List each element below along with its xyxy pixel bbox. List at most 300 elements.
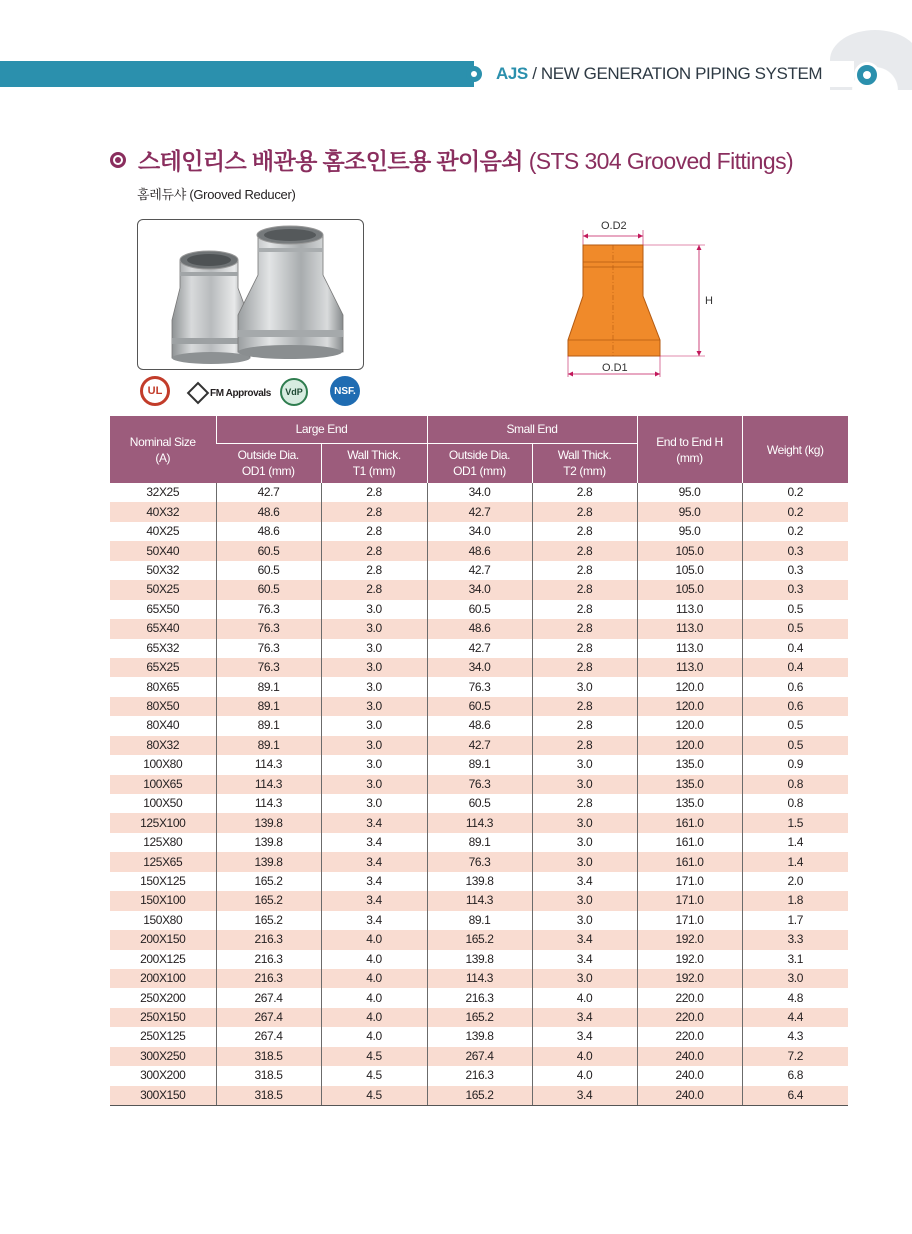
cell-od1: 114.3 [216,775,321,794]
cell-weight: 1.8 [742,891,848,910]
cell-weight: 3.3 [742,930,848,949]
cell-t1: 4.0 [321,969,427,988]
table-row [110,1047,848,1066]
header-od1: Outside Dia. OD1 (mm) [216,443,321,483]
cell-nominal-size: 65X25 [110,658,216,677]
cell-od1: 76.3 [216,639,321,658]
cell-weight: 6.8 [742,1066,848,1085]
cell-weight: 0.3 [742,580,848,599]
cell-end-to-end: 161.0 [637,833,742,852]
cell-od1: 114.3 [216,755,321,774]
cell-t1: 4.0 [321,930,427,949]
cell-od1: 139.8 [216,833,321,852]
cell-end-to-end: 161.0 [637,813,742,832]
cell-weight: 1.4 [742,852,848,871]
cell-weight: 2.0 [742,872,848,891]
cell-t2: 3.0 [532,891,637,910]
cell-end-to-end: 171.0 [637,872,742,891]
cell-t2: 4.0 [532,1066,637,1085]
cell-end-to-end: 95.0 [637,483,742,502]
h-arrow-top [697,245,702,250]
cell-weight: 3.1 [742,950,848,969]
cell-od2: 34.0 [427,658,532,677]
table-row [110,619,848,638]
cell-t1: 4.0 [321,1008,427,1027]
cell-end-to-end: 171.0 [637,911,742,930]
cell-t2: 2.8 [532,483,637,502]
cell-t2: 3.0 [532,813,637,832]
cell-t1: 3.4 [321,813,427,832]
cell-end-to-end: 161.0 [637,852,742,871]
cell-t1: 3.0 [321,658,427,677]
od1-arrow-left [568,372,573,377]
cell-od2: 89.1 [427,755,532,774]
cell-end-to-end: 120.0 [637,716,742,735]
cell-t1: 4.5 [321,1086,427,1106]
cell-t2: 2.8 [532,639,637,658]
cell-end-to-end: 95.0 [637,522,742,541]
cell-end-to-end: 192.0 [637,950,742,969]
cell-od1: 60.5 [216,541,321,560]
cell-nominal-size: 300X200 [140,1068,186,1083]
cell-od1: 89.1 [216,677,321,696]
cell-od2: 165.2 [427,1086,532,1106]
cell-end-to-end: 105.0 [637,580,742,599]
cell-end-to-end: 135.0 [637,794,742,813]
cell-od2: 89.1 [427,911,532,930]
cell-end-to-end: 240.0 [637,1086,742,1106]
cell-t1: 3.0 [321,794,427,813]
cell-t2: 4.0 [532,988,637,1007]
cell-nominal-size: 50X32 [146,562,180,577]
cell-t2: 3.0 [532,755,637,774]
table-row [110,988,848,1007]
cell-od2: 76.3 [427,852,532,871]
cell-weight: 4.3 [742,1027,848,1046]
cell-t1: 4.0 [321,950,427,969]
cell-t2: 2.8 [532,541,637,560]
cell-nominal-size: 150X80 [143,912,183,927]
cell-od1: 267.4 [216,988,321,1007]
cell-weight: 0.8 [742,775,848,794]
cell-od2: 165.2 [427,1008,532,1027]
cell-od2: 48.6 [427,541,532,560]
cell-t2: 2.8 [532,619,637,638]
cell-nominal-size: 40X32 [110,502,216,521]
cell-od2: 34.0 [427,522,532,541]
cell-t1: 3.0 [321,600,427,619]
table-row [110,1066,848,1085]
table-row [110,561,848,580]
table-row [110,541,848,560]
cell-od1: 139.8 [216,813,321,832]
cell-end-to-end: 105.0 [637,541,742,560]
cell-weight: 3.0 [742,969,848,988]
table-row [110,1008,848,1027]
fm-diamond-icon [187,382,210,405]
cell-nominal-size: 65X50 [146,601,180,616]
cell-end-to-end: 192.0 [637,930,742,949]
cell-od2: 139.8 [427,950,532,969]
cell-od1: 216.3 [216,950,321,969]
cell-od1: 216.3 [216,969,321,988]
cell-t1: 3.0 [321,697,427,716]
cell-weight: 0.5 [742,619,848,638]
cell-end-to-end: 113.0 [637,619,742,638]
cell-od2: 114.3 [427,969,532,988]
cell-end-to-end: 220.0 [637,1027,742,1046]
cell-nominal-size: 125X65 [110,852,216,871]
table-row [110,639,848,658]
cell-t1: 3.0 [321,775,427,794]
cell-end-to-end: 220.0 [637,1008,742,1027]
cell-t1: 3.0 [321,736,427,755]
od2-arrow-left [583,234,588,239]
reducer-spec-table [110,416,848,1106]
table-row [110,755,848,774]
cell-t1: 4.0 [321,1027,427,1046]
title-korean: 스테인리스 배관용 홈조인트용 관이음쇠 [138,148,523,174]
cell-t2: 2.8 [532,522,637,541]
od1-arrow-right [655,372,660,377]
cell-od1: 60.5 [216,580,321,599]
table-row [110,872,848,891]
table-row [110,1086,848,1106]
cell-weight: 0.2 [742,502,848,521]
table-row [110,891,848,910]
cell-t2: 3.0 [532,911,637,930]
cell-nominal-size: 80X40 [146,718,180,733]
cell-t1: 3.0 [321,677,427,696]
cell-t2: 3.0 [532,775,637,794]
cell-t1: 2.8 [321,502,427,521]
cell-t1: 3.0 [321,716,427,735]
table-row [110,969,848,988]
cell-weight: 4.8 [742,988,848,1007]
cell-end-to-end: 120.0 [637,697,742,716]
cell-weight: 1.7 [742,911,848,930]
cell-od1: 76.3 [216,600,321,619]
table-row [110,1027,848,1046]
cell-nominal-size: 80X65 [146,679,180,694]
cell-nominal-size: 125X100 [110,813,216,832]
cell-nominal-size: 125X80 [143,835,183,850]
od1-label: O.D1 [602,362,628,374]
cell-od1: 267.4 [216,1008,321,1027]
cell-od1: 60.5 [216,561,321,580]
cell-t2: 3.4 [532,872,637,891]
cell-od2: 48.6 [427,619,532,638]
cell-end-to-end: 220.0 [637,988,742,1007]
cell-od1: 89.1 [216,736,321,755]
header-large-end: Large End [216,416,427,443]
table-row [110,813,848,832]
ul-logo-text: UL [147,385,163,397]
cell-od2: 89.1 [427,833,532,852]
cell-t1: 4.0 [321,988,427,1007]
cell-weight: 1.4 [742,833,848,852]
cell-nominal-size: 50X25 [110,580,216,599]
cell-nominal-size: 80X32 [110,736,216,755]
table-body [110,483,848,1105]
cell-nominal-size: 100X65 [110,775,216,794]
cell-end-to-end: 240.0 [637,1066,742,1085]
cell-t1: 3.0 [321,619,427,638]
table-row [110,697,848,716]
cell-od2: 76.3 [427,775,532,794]
cell-nominal-size: 300X150 [110,1086,216,1106]
cell-od2: 139.8 [427,1027,532,1046]
cell-t1: 2.8 [321,483,427,502]
cell-weight: 7.2 [742,1047,848,1066]
header-od2: Outside Dia. OD1 (mm) [427,443,532,483]
table-row [110,911,848,930]
cell-od2: 60.5 [427,600,532,619]
cell-t2: 2.8 [532,561,637,580]
table-header [110,416,848,483]
table-row [110,677,848,696]
cell-od2: 42.7 [427,639,532,658]
cell-t1: 4.5 [321,1047,427,1066]
table-row [110,950,848,969]
cell-end-to-end: 95.0 [637,502,742,521]
cell-od2: 76.3 [427,677,532,696]
cell-weight: 0.2 [742,522,848,541]
cell-od1: 48.6 [216,502,321,521]
cell-nominal-size: 250X200 [140,990,186,1005]
cell-t2: 2.8 [532,697,637,716]
page-title [110,143,793,176]
cell-nominal-size: 50X40 [110,541,216,560]
cell-od2: 42.7 [427,736,532,755]
brand-tagline: / NEW GENERATION PIPING SYSTEM [532,64,823,83]
cell-od1: 76.3 [216,658,321,677]
table-row [110,852,848,871]
nsf-logo [330,376,360,406]
cell-nominal-size: 200X125 [140,951,186,966]
reducer-photo-image [138,220,364,370]
cell-nominal-size: 150X125 [140,873,186,888]
cell-nominal-size: 250X125 [140,1029,186,1044]
header-nominal-size: Nominal Size (A) [110,416,216,483]
cell-end-to-end: 113.0 [637,658,742,677]
cell-od1: 318.5 [216,1066,321,1085]
cell-end-to-end: 113.0 [637,600,742,619]
cell-t2: 4.0 [532,1047,637,1066]
cell-od1: 318.5 [216,1047,321,1066]
cell-od1: 267.4 [216,1027,321,1046]
table-row [110,775,848,794]
header-t2: Wall Thick. T2 (mm) [532,443,637,483]
cell-nominal-size: 250X150 [110,1008,216,1027]
cell-t2: 2.8 [532,502,637,521]
title-text [138,143,793,176]
cell-weight: 0.6 [742,677,848,696]
corner-bullet-icon [854,62,880,88]
cell-nominal-size: 40X25 [146,524,180,539]
fm-logo-text: FM Approvals [210,387,271,399]
cell-end-to-end: 135.0 [637,775,742,794]
cell-t1: 2.8 [321,580,427,599]
cell-od2: 216.3 [427,988,532,1007]
cell-weight: 0.9 [742,755,848,774]
cell-t1: 4.5 [321,1066,427,1085]
cell-od1: 165.2 [216,891,321,910]
cell-nominal-size: 65X32 [146,640,180,655]
table-row [110,794,848,813]
reducer-dimension-diagram [560,214,740,384]
title-bullet-icon [110,152,126,168]
table-row [110,736,848,755]
cell-weight: 6.4 [742,1086,848,1106]
cell-od1: 216.3 [216,930,321,949]
cell-od1: 48.6 [216,522,321,541]
table-row [110,502,848,521]
cell-weight: 0.5 [742,600,848,619]
header-weight: Weight (kg) [742,416,848,483]
cell-t2: 2.8 [532,658,637,677]
product-subtitle: 홈레듀샤 (Grooved Reducer) [137,187,296,202]
cell-t1: 2.8 [321,541,427,560]
cell-weight: 0.3 [742,561,848,580]
cell-t2: 3.4 [532,1008,637,1027]
cell-od1: 318.5 [216,1086,321,1106]
cell-nominal-size: 100X80 [143,757,183,772]
od2-arrow-right [638,234,643,239]
vdp-logo-text: VdP [285,387,303,397]
cell-t2: 2.8 [532,580,637,599]
ul-logo [140,376,170,406]
cell-od2: 114.3 [427,813,532,832]
cell-weight: 4.4 [742,1008,848,1027]
cell-od2: 165.2 [427,930,532,949]
cell-t2: 3.4 [532,1086,637,1106]
cell-end-to-end: 240.0 [637,1047,742,1066]
cell-end-to-end: 135.0 [637,755,742,774]
h-arrow-bottom [697,351,702,356]
cell-od1: 139.8 [216,852,321,871]
cell-od1: 89.1 [216,697,321,716]
cell-weight: 0.5 [742,736,848,755]
table-row [110,833,848,852]
cell-t2: 3.4 [532,950,637,969]
cell-t2: 3.0 [532,677,637,696]
cell-t2: 3.0 [532,852,637,871]
cell-od1: 114.3 [216,794,321,813]
cell-weight: 0.3 [742,541,848,560]
cell-end-to-end: 120.0 [637,677,742,696]
cell-od1: 42.7 [216,483,321,502]
cell-weight: 1.5 [742,813,848,832]
header-label [474,61,854,87]
cell-t1: 3.4 [321,872,427,891]
cell-weight: 0.8 [742,794,848,813]
product-photo [137,219,364,370]
cell-t2: 2.8 [532,600,637,619]
cell-od2: 139.8 [427,872,532,891]
title-english: (STS 304 Grooved Fittings) [528,148,794,174]
table-row [110,658,848,677]
cell-od1: 165.2 [216,911,321,930]
cell-od2: 267.4 [427,1047,532,1066]
bullet-icon [466,66,482,82]
brand-name: AJS [496,64,528,83]
cell-nominal-size: 80X50 [110,697,216,716]
cell-t2: 3.4 [532,930,637,949]
cell-weight: 0.6 [742,697,848,716]
cell-od2: 114.3 [427,891,532,910]
cell-end-to-end: 192.0 [637,969,742,988]
cell-t1: 3.4 [321,891,427,910]
table-row [110,580,848,599]
cell-nominal-size: 200X100 [110,969,216,988]
cell-t1: 3.0 [321,755,427,774]
cell-od2: 34.0 [427,483,532,502]
cell-od1: 89.1 [216,716,321,735]
table-row [110,716,848,735]
cell-end-to-end: 105.0 [637,561,742,580]
table-row [110,522,848,541]
cell-nominal-size: 65X40 [110,619,216,638]
header-t1: Wall Thick. T1 (mm) [321,443,427,483]
fm-approvals-logo [190,382,271,404]
cell-t1: 2.8 [321,522,427,541]
cell-t1: 3.0 [321,639,427,658]
cell-nominal-size: 100X50 [143,796,183,811]
cell-t2: 3.0 [532,833,637,852]
cell-nominal-size: 300X250 [110,1047,216,1066]
cell-t2: 3.4 [532,1027,637,1046]
header-end-to-end: End to End H (mm) [637,416,742,483]
header-small-end: Small End [427,416,637,443]
cell-end-to-end: 120.0 [637,736,742,755]
h-label: H [705,295,713,307]
cell-t2: 3.0 [532,969,637,988]
cell-od2: 60.5 [427,697,532,716]
cell-t1: 3.4 [321,833,427,852]
cell-od2: 42.7 [427,502,532,521]
cell-nominal-size: 200X150 [110,930,216,949]
cell-t2: 2.8 [532,716,637,735]
table-row [110,483,848,502]
cell-od2: 48.6 [427,716,532,735]
cell-t2: 2.8 [532,736,637,755]
cell-od2: 42.7 [427,561,532,580]
cell-weight: 0.4 [742,639,848,658]
od2-label: O.D2 [601,220,627,232]
table-row [110,930,848,949]
cell-od2: 34.0 [427,580,532,599]
nsf-logo-text: NSF. [334,385,356,397]
cell-end-to-end: 171.0 [637,891,742,910]
cell-od2: 60.5 [427,794,532,813]
cell-weight: 0.2 [742,483,848,502]
cell-od1: 76.3 [216,619,321,638]
cell-weight: 0.4 [742,658,848,677]
vdp-logo [280,378,308,406]
cell-od1: 165.2 [216,872,321,891]
cell-nominal-size: 32X25 [146,485,180,500]
table-row [110,600,848,619]
cell-t1: 2.8 [321,561,427,580]
cell-t1: 3.4 [321,911,427,930]
cell-nominal-size: 150X100 [110,891,216,910]
cell-t1: 3.4 [321,852,427,871]
cell-t2: 2.8 [532,794,637,813]
cell-od2: 216.3 [427,1066,532,1085]
cell-weight: 0.5 [742,716,848,735]
cell-end-to-end: 113.0 [637,639,742,658]
